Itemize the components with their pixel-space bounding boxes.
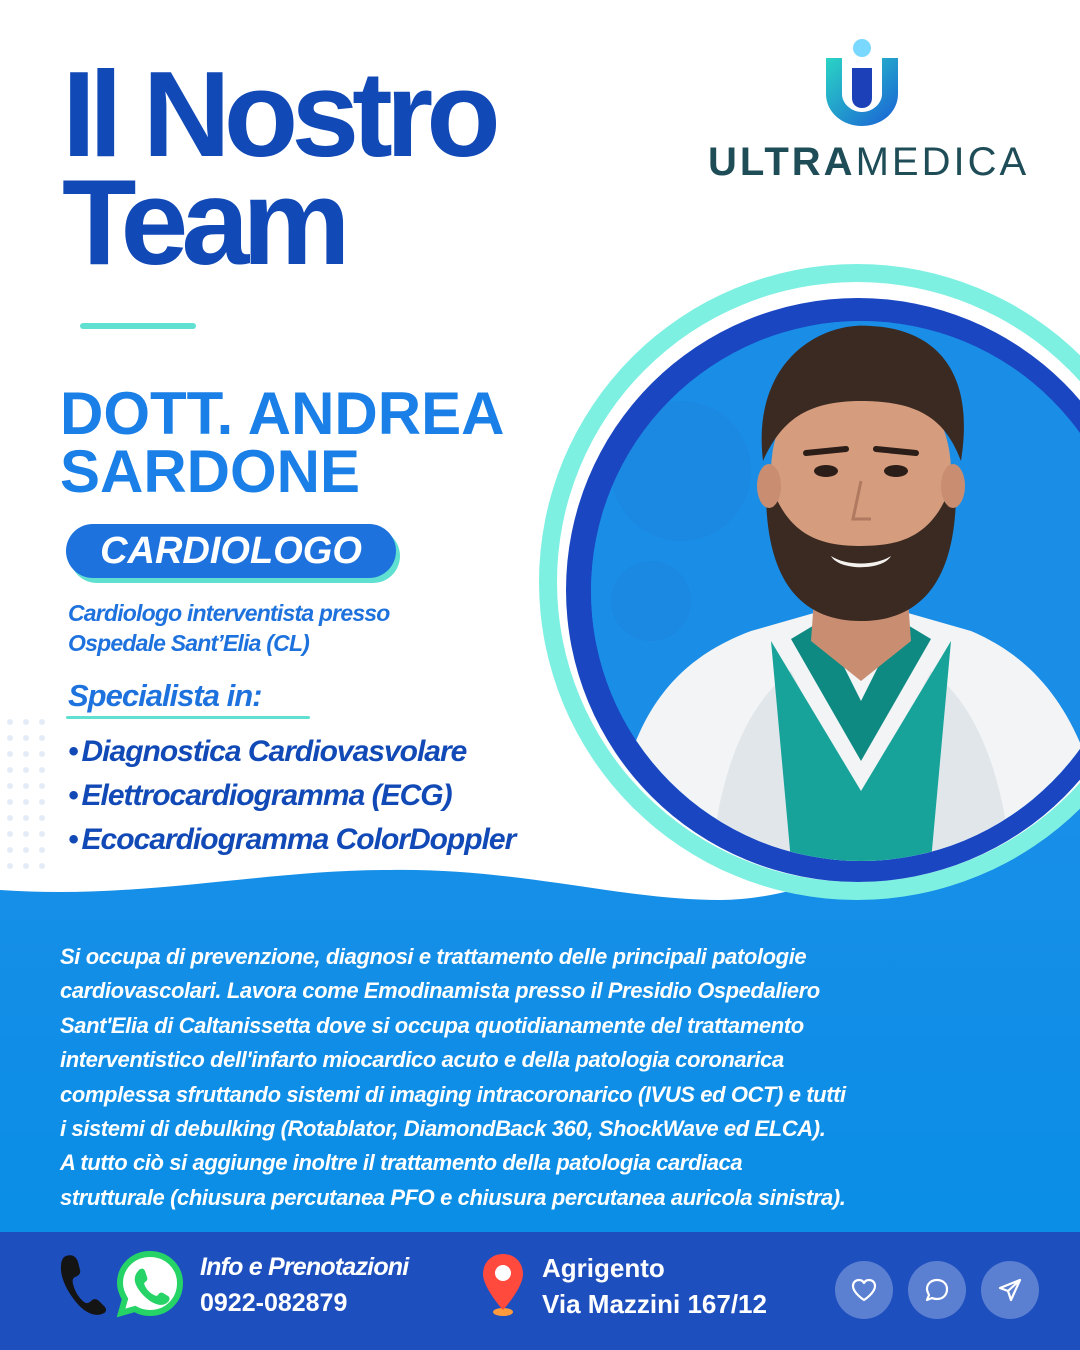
bullet: •	[68, 735, 78, 768]
doctor-name-line-1: DOTT. ANDREA	[60, 380, 505, 447]
ultramedica-logo-icon	[822, 38, 902, 126]
affiliation-line-1: Cardiologo interventista presso	[68, 600, 390, 626]
specialty-label: Ecocardiogramma ColorDoppler	[81, 823, 516, 856]
doctor-name	[60, 380, 505, 505]
bullet: •	[68, 823, 78, 856]
specialty-item	[68, 730, 515, 774]
brand-logo	[700, 36, 1030, 186]
heart-icon	[850, 1276, 878, 1304]
city: Agrigento	[542, 1253, 665, 1283]
comment-button[interactable]	[908, 1261, 966, 1319]
address: Via Mazzini 167/12	[542, 1289, 767, 1319]
title-line-2: Team	[62, 154, 344, 290]
whatsapp-icon[interactable]	[116, 1250, 184, 1318]
doctor-name-line-2: SARDONE	[60, 438, 361, 505]
comment-icon	[923, 1276, 951, 1304]
specialties-list	[68, 730, 515, 862]
specialties-underline	[66, 716, 310, 719]
title-divider	[80, 323, 196, 329]
dot-pattern	[7, 719, 45, 869]
role-badge	[66, 524, 396, 578]
page-title	[62, 46, 494, 290]
bullet: •	[68, 779, 78, 812]
location-pin-icon	[480, 1252, 526, 1318]
title-line-1: Il Nostro	[62, 46, 494, 182]
phone-number[interactable]: 0922-082879	[200, 1289, 348, 1317]
specialty-label: Diagnostica Cardiovasvolare	[81, 735, 467, 768]
send-icon	[996, 1276, 1024, 1304]
phone-icon[interactable]	[56, 1252, 108, 1316]
share-button[interactable]	[981, 1261, 1039, 1319]
affiliation	[68, 598, 390, 658]
brand-bold: ULTRA	[708, 140, 856, 184]
like-button[interactable]	[835, 1261, 893, 1319]
info-label: Info e Prenotazioni	[200, 1253, 409, 1281]
affiliation-line-2: Ospedale Sant’Elia (CL)	[68, 630, 310, 656]
doctor-bio: Si occupa di prevenzione, diagnosi e trattamento delle principali patologie cardiovascolari. Lavora come Emodinamista presso il Presidio Ospedaliero Sant'Elia di Caltanissetta dove si occupa quotidianamente del trattamento interventistico dell'infarto miocardico acuto e della patologia coronarica complessa sfruttando sistemi di imaging intracoronarico (IVUS ed OCT) e tutti i sistemi di debulking (Rotablator, DiamondBack 360, ShockWave ed ELCA). A tutto ciò si aggiunge inoltre il trattamento della patologia cardiaca strutturale (chiusura percutanea PFO e chiusura percutanea auricola sinistra).	[60, 944, 846, 1210]
specialty-item	[68, 774, 515, 818]
role-label: CARDIOLOGO	[100, 530, 362, 572]
specialty-label: Elettrocardiogramma (ECG)	[81, 779, 452, 812]
specialties-heading: Specialista in:	[68, 678, 262, 713]
brand-wordmark	[708, 140, 1029, 185]
brand-light: MEDICA	[855, 140, 1030, 184]
specialty-item	[68, 818, 515, 862]
